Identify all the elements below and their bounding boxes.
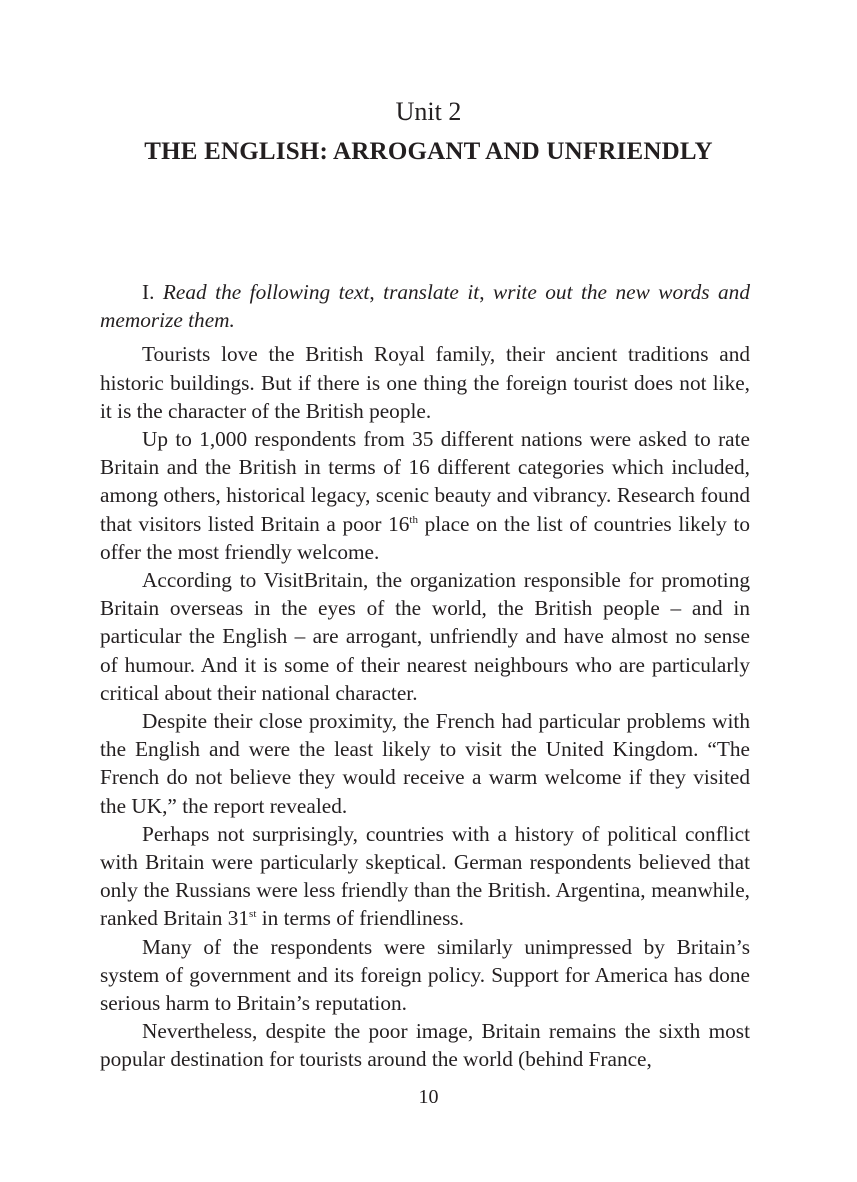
paragraph-5-text-a: Perhaps not surprisingly, countries with a history of political conflict with Britain were particularly skeptical. German respondents believed that only the Russians were less friendly than the British. Argentina, meanwhile, ranked Britain 31 [100,821,750,931]
body-text [100,278,750,1074]
task-number: I. [142,280,163,304]
task-separator-2: , [479,280,494,304]
paragraph-4: Despite their close proximity, the French had particular problems with the English and were the least likely to visit the United Kingdom. “The French do not believe they would receive a warm welcome if they visited the UK,” the report revealed. [100,709,750,818]
task-instruction-part1: Read the following text [162,280,370,304]
chapter-title: THE ENGLISH: ARROGANT AND UNFRIENDLY [144,138,713,165]
paragraph-2 [100,425,750,566]
task-separator-1: , [369,280,384,304]
task-instruction-part2: translate it [383,280,480,304]
unit-heading: Unit 2 [395,97,462,126]
paragraph-2-text-a: Up to 1,000 respondents from 35 different nations were asked to rate Britain and the British in terms of 16 different categories which included, among others, historical legacy, scenic beauty and vibrancy. Research found that visitors listed Britain a poor 16 [100,427,750,536]
paragraph-2-text-b: place on the list of countries likely to offer the most friendly welcome. [100,511,751,564]
paragraph-7: Nevertheless, despite the poor image, Britain remains the sixth most popular destination for tourists around the world (behind France, [100,1019,750,1072]
paragraph-5-text-b: in terms of friendliness. [256,906,464,931]
ordinal-suffix: st [249,908,257,921]
page-number: 10 [418,1086,439,1108]
paragraph-1: Tourists love the British Royal family, their ancient traditions and historic buildings. But if there is one thing the foreign tourist does not like, it is the character of the British people. [100,342,750,423]
task-instruction-part3: write out the new words and memorize them. [100,280,750,333]
paragraph-5 [100,820,750,933]
paragraph-3: According to VisitBritain, the organization responsible for promoting Britain overseas in the eyes of the world, the British people – and in particular the English – are arrogant, unfriendly and have almost no sense of humour. And it is some of their nearest neighbours who are particularly critical about their national character. [100,568,750,705]
task-instruction [100,278,750,334]
paragraph-6: Many of the respondents were similarly unimpressed by Britain’s system of government and its foreign policy. Support for America has done serious harm to Britain’s reputation. [100,934,750,1016]
ordinal-suffix: th [409,513,418,526]
